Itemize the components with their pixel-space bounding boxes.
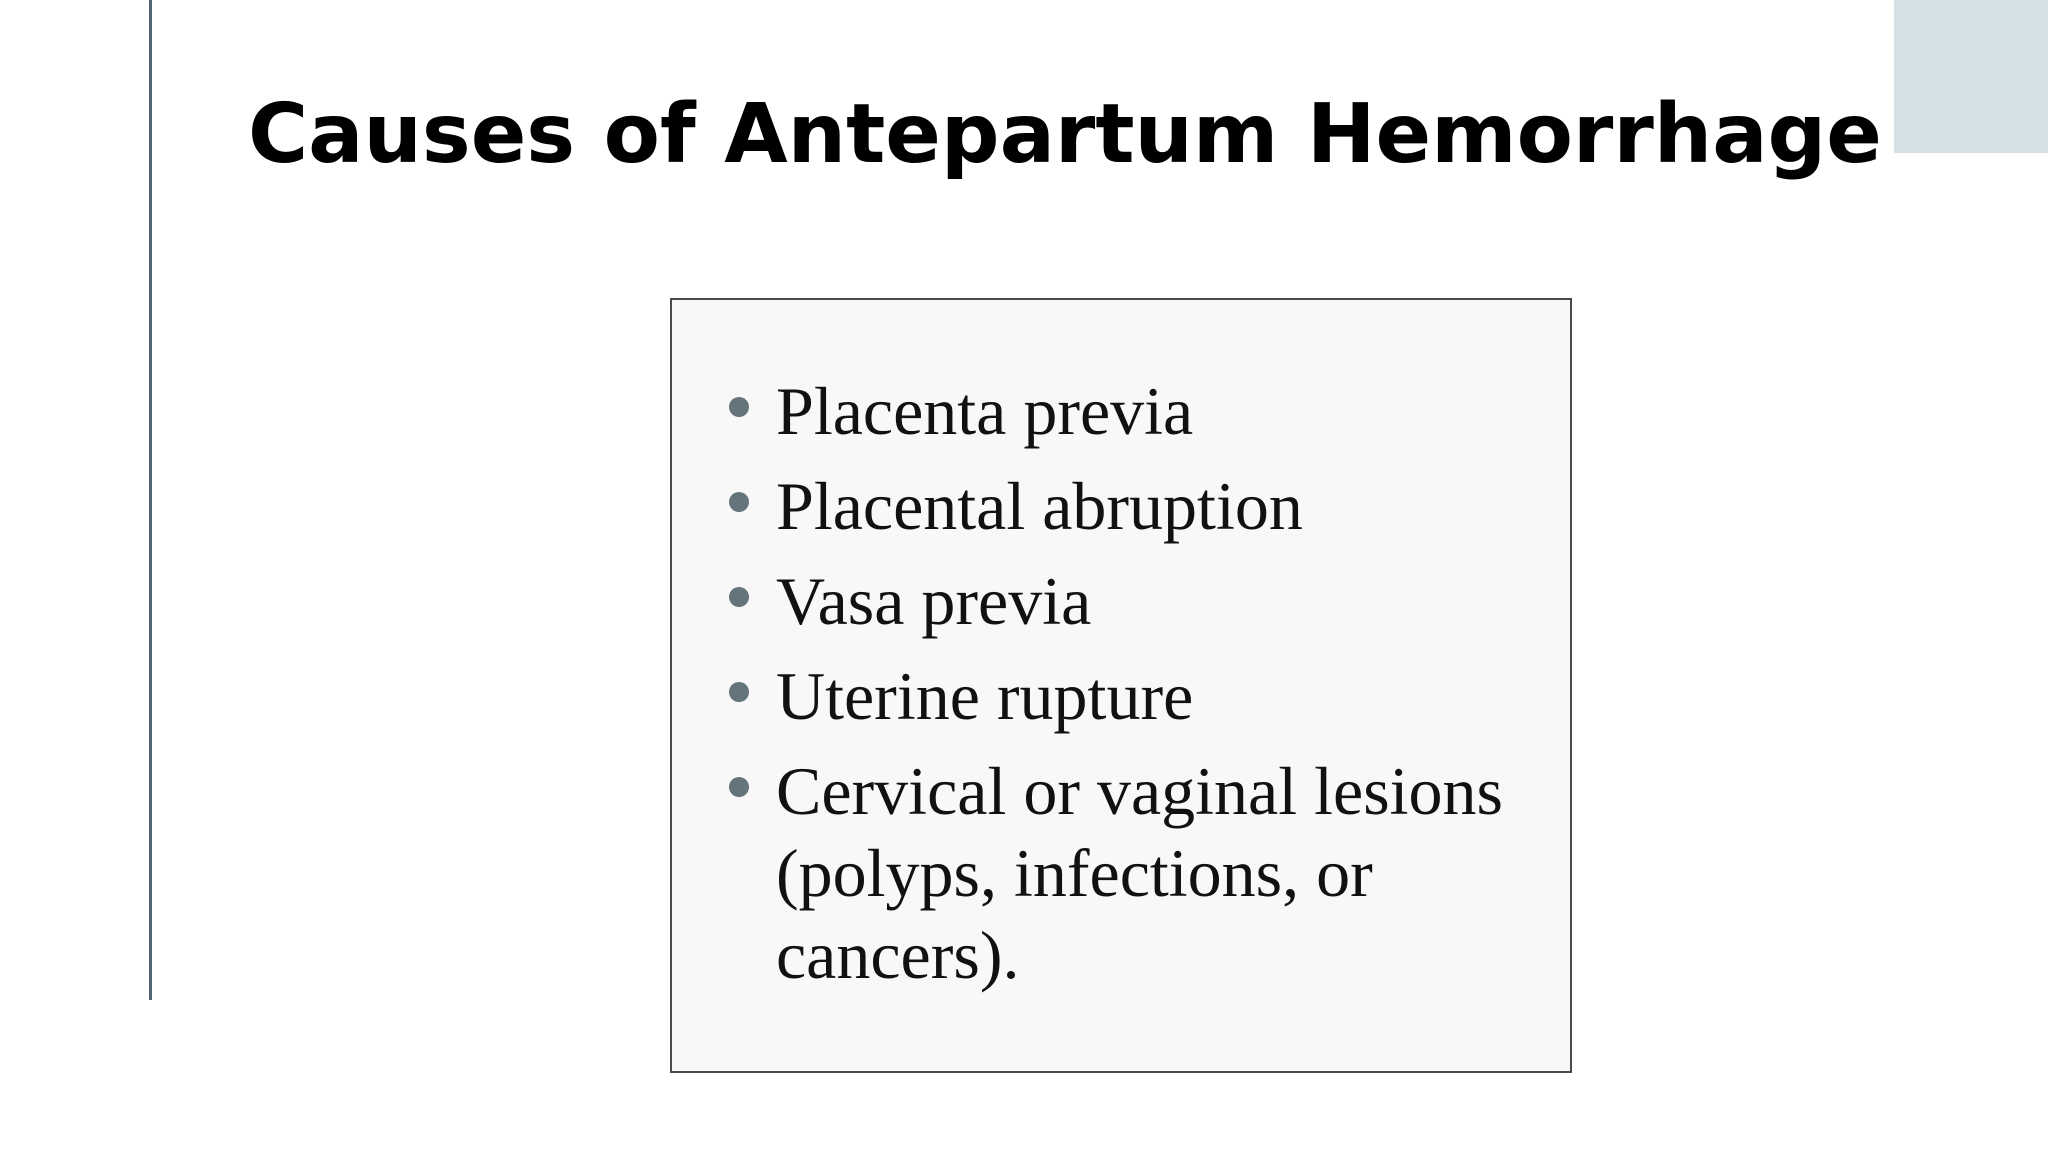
bullet-text: Placenta previa — [776, 373, 1194, 449]
corner-accent-block — [1894, 0, 2048, 153]
bullet-text: Cervical or vaginal lesions (polyps, infections, or cancers). — [776, 753, 1504, 993]
bullet-text: Vasa previa — [776, 563, 1092, 639]
bullet-icon — [729, 587, 749, 607]
left-accent-rule — [149, 0, 152, 1000]
content-box — [670, 298, 1572, 1073]
slide-title: Causes of Antepartum Hemorrhage — [248, 87, 1882, 182]
bullet-icon — [729, 682, 749, 702]
bullet-text: Uterine rupture — [776, 658, 1194, 734]
bullet-icon — [729, 492, 749, 512]
bullet-icon — [729, 777, 749, 797]
bullet-item — [726, 750, 1526, 996]
bullet-item — [726, 655, 1526, 737]
bullet-text: Placental abruption — [776, 468, 1303, 544]
bullet-icon — [729, 397, 749, 417]
bullet-item — [726, 370, 1526, 452]
bullet-list — [726, 370, 1526, 1009]
bullet-item — [726, 560, 1526, 642]
bullet-item — [726, 465, 1526, 547]
